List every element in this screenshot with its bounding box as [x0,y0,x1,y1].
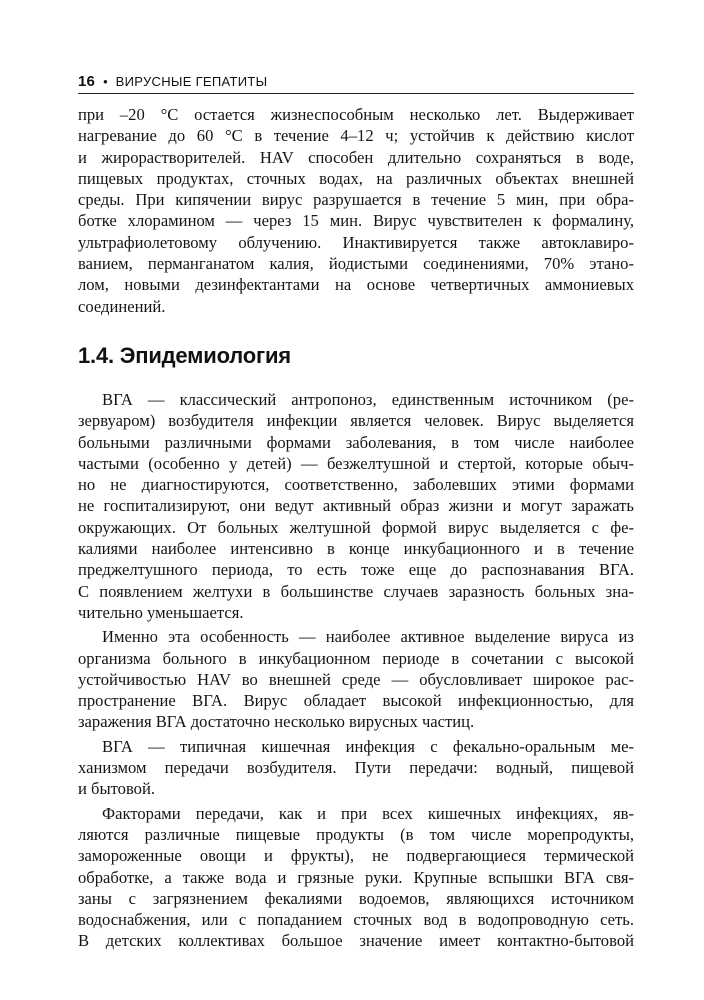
text-line: среды. При кипячении вирус разрушается в течение 5 мин, при обра- [78,190,634,210]
text-line: окружающих. От больных желтушной формой вирус выделяется с фе- [78,517,634,537]
paragraph [78,803,634,952]
section-heading: 1.4. Эпидемиология [78,342,291,368]
text-line: В детских коллективах большое значение имеет контактно-бытовой [78,931,634,951]
text-line: ВГА — классический антропоноз, единственным источником (ре- [102,389,634,409]
bullet-separator: • [103,73,108,89]
page-number: 16 [78,72,96,90]
text-line: ультрафиолетовому облучению. Инактивируется также автоклавиро- [78,232,634,252]
text-line: больными различными формами заболевания, в том числе наиболее [78,432,634,452]
text-line: ханизмом передачи возбудителя. Пути передачи: водный, пищевой [78,758,634,778]
running-header [78,70,634,92]
text-line: Именно эта особенность — наиболее активное выделение вируса из [102,627,634,647]
page-body [78,104,634,952]
text-line: лом, новыми дезинфектантами на основе четвертичных аммониевых [78,275,634,295]
text-line: и бытовой. [78,779,155,799]
text-line: заражения ВГА достаточно несколько вирусных частиц. [78,712,475,732]
text-line: заны с загрязнением фекалиями водоемов, являющихся источником [78,888,634,908]
paragraph [78,736,634,800]
text-line: зервуаром) возбудителя инфекции является человек. Вирус выделяется [78,411,634,431]
text-line: С появлением желтухи в большинстве случаев заразность больных зна- [78,581,634,601]
text-line: соединений. [78,296,166,316]
text-line: ботке хлорамином — через 15 мин. Вирус чувствителен к формалину, [78,211,634,231]
text-line: чительно уменьшается. [78,602,244,622]
text-line: не госпитализируют, они ведут активный образ жизни и могут заражать [78,496,634,516]
text-line: нагревание до 60 °С в течение 4–12 ч; устойчив к действию кислот [78,126,634,146]
text-line: Факторами передачи, как и при всех кишечных инфекциях, яв- [102,803,634,823]
text-line: калиями наиболее интенсивно в конце инкубационного и в течение [78,539,634,559]
text-line: водоснабжения, или с попаданием сточных вод в водопроводную сеть. [78,910,634,930]
paragraph [78,389,634,623]
text-line: замороженные овощи и фрукты), не подвергающиеся термической [78,846,634,866]
text-line: частыми (особенно у детей) — безжелтушной и стертой, которые обыч- [78,453,634,473]
text-line: но не диагностируются, соответственно, заболевших этими формами [78,475,634,495]
paragraph [78,626,634,732]
text-line: преджелтушного периода, то есть тоже еще до распознавания ВГА. [78,560,634,580]
text-line: пространение ВГА. Вирус обладает высокой инфекционностью, для [78,691,634,711]
running-title: ВИРУСНЫЕ ГЕПАТИТЫ [115,73,268,89]
text-line: и жирорастворителей. HAV способен длительно сохраняться в воде, [78,147,634,167]
text-line: обработке, а также вода и грязные руки. Крупные вспышки ВГА свя- [78,867,634,887]
text-line: при –20 °С остается жизнеспособным несколько лет. Выдерживает [78,105,634,124]
text-line: ляются различные пищевые продукты (в том числе морепродукты, [78,824,634,844]
text-line: устойчивостью HAV во внешней среде — обусловливает широкое рас- [78,669,634,689]
text-line: организма больного в инкубационном периоде в сочетании с высокой [78,648,634,668]
text-line: ВГА — типичная кишечная инфекция с фекально-оральным ме- [102,736,634,756]
paragraph-continuation [78,104,634,317]
header-rule [78,93,634,94]
text-line: ванием, перманганатом калия, йодистыми соединениями, 70% этано- [78,254,634,274]
text-line: пищевых продуктах, сточных водах, на различных объектах внешней [78,168,634,188]
